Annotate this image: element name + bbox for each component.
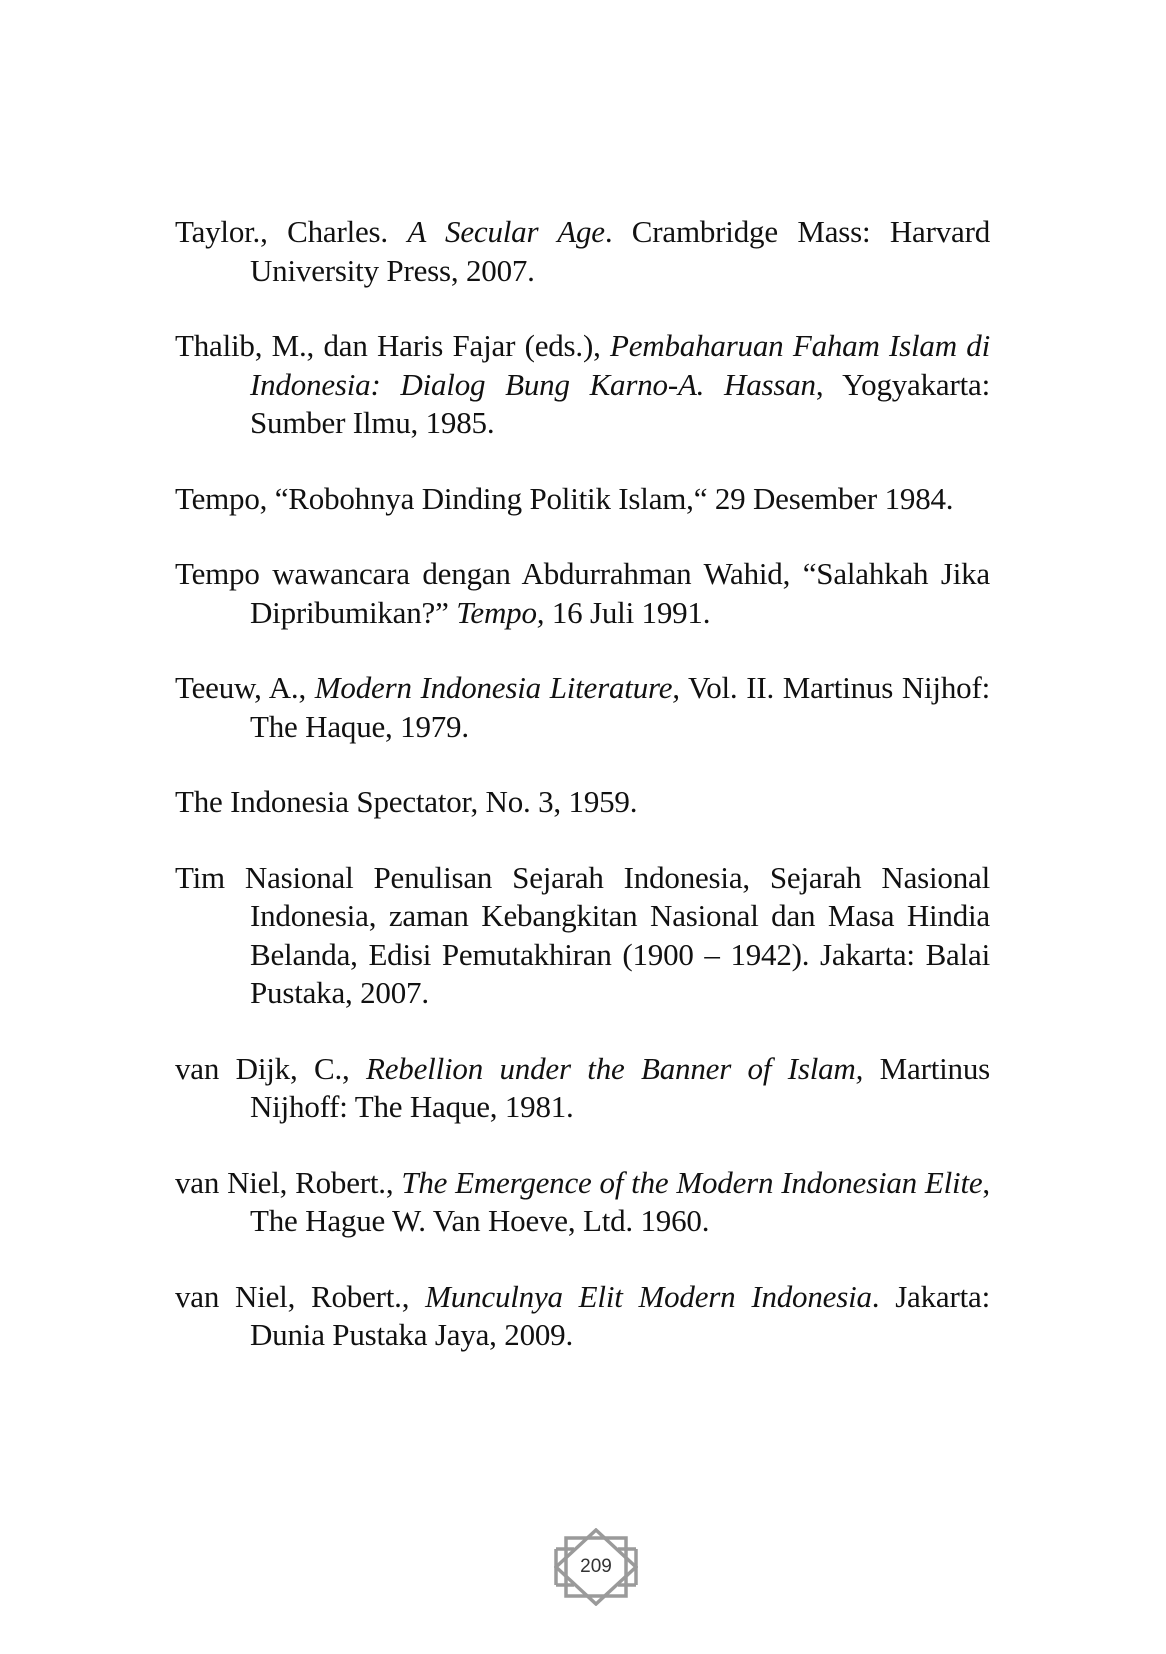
entry-text: , The Hague W. Van Hoeve, Ltd. 1960.: [250, 1164, 990, 1238]
entry-title-italic: Rebellion under the Banner of Islam,: [366, 1050, 864, 1086]
bibliography-entry: [175, 1164, 990, 1241]
entry-text: Martinus Nijhoff: The Haque, 1981.: [250, 1050, 990, 1124]
entry-text: van Niel, Robert.,: [175, 1164, 402, 1200]
entry-title-italic: A Secular Age: [407, 214, 605, 249]
entry-title-italic: The Emergence of the Modern Indonesian Elite: [401, 1164, 983, 1200]
page-number: 209: [576, 1554, 616, 1580]
entry-text: The Indonesia Spectator, No. 3, 1959.: [175, 784, 638, 819]
entry-text: . Crambridge Mass: Harvard University Press, 2007.: [250, 214, 990, 288]
entry-text: van Niel, Robert.,: [175, 1278, 426, 1314]
entry-title-italic: Pembaharuan Faham Islam di Indonesia: Dialog Bung Karno-A. Hassan: [250, 328, 990, 402]
bibliography-entry: [175, 213, 990, 290]
page-number-badge: [554, 1528, 638, 1606]
bibliography-list: [175, 213, 990, 1392]
bibliography-entry: [175, 1050, 990, 1127]
entry-text: Teeuw, A.,: [175, 670, 315, 705]
entry-text: 16 Juli 1991.: [544, 594, 711, 630]
entry-title-italic: Munculnya Elit Modern Indonesia: [425, 1278, 872, 1314]
bibliography-entry: [175, 480, 990, 519]
entry-text: , Yogyakarta: Sumber Ilmu, 1985.: [250, 366, 990, 440]
entry-text: . Jakarta: Dunia Pustaka Jaya, 2009.: [250, 1278, 990, 1352]
entry-title-italic: Tempo,: [456, 594, 545, 630]
bibliography-entry: [175, 327, 990, 443]
bibliography-entry: [175, 783, 990, 822]
entry-text: Thalib, M., dan Haris Fajar (eds.),: [175, 328, 611, 363]
entry-text: Taylor., Charles.: [175, 214, 408, 249]
entry-text: Tempo wawancara dengan Abdurrahman Wahid, “Salahkah Jika Dipribumikan?”: [175, 556, 990, 630]
entry-title-italic: Modern Indonesia Literature,: [314, 670, 680, 705]
bibliography-entry: [175, 859, 990, 1013]
entry-text: Tempo, “Robohnya Dinding Politik Islam,“ 29 Desember 1984.: [175, 480, 954, 516]
entry-text: Tim Nasional Penulisan Sejarah Indonesia, Sejarah Nasional Indonesia, zaman Kebangkitan Nasional dan Masa Hindia Belanda, Edisi Pemutakhiran (1900 – 1942). Jakarta: Balai Pustaka, 2007.: [175, 859, 990, 1010]
bibliography-entry: [175, 1278, 990, 1355]
entry-text: van Dijk, C.,: [175, 1050, 367, 1086]
bibliography-entry: [175, 669, 990, 746]
bibliography-entry: [175, 555, 990, 632]
entry-text: Vol. II. Martinus Nijhof: The Haque, 1979.: [250, 670, 990, 744]
